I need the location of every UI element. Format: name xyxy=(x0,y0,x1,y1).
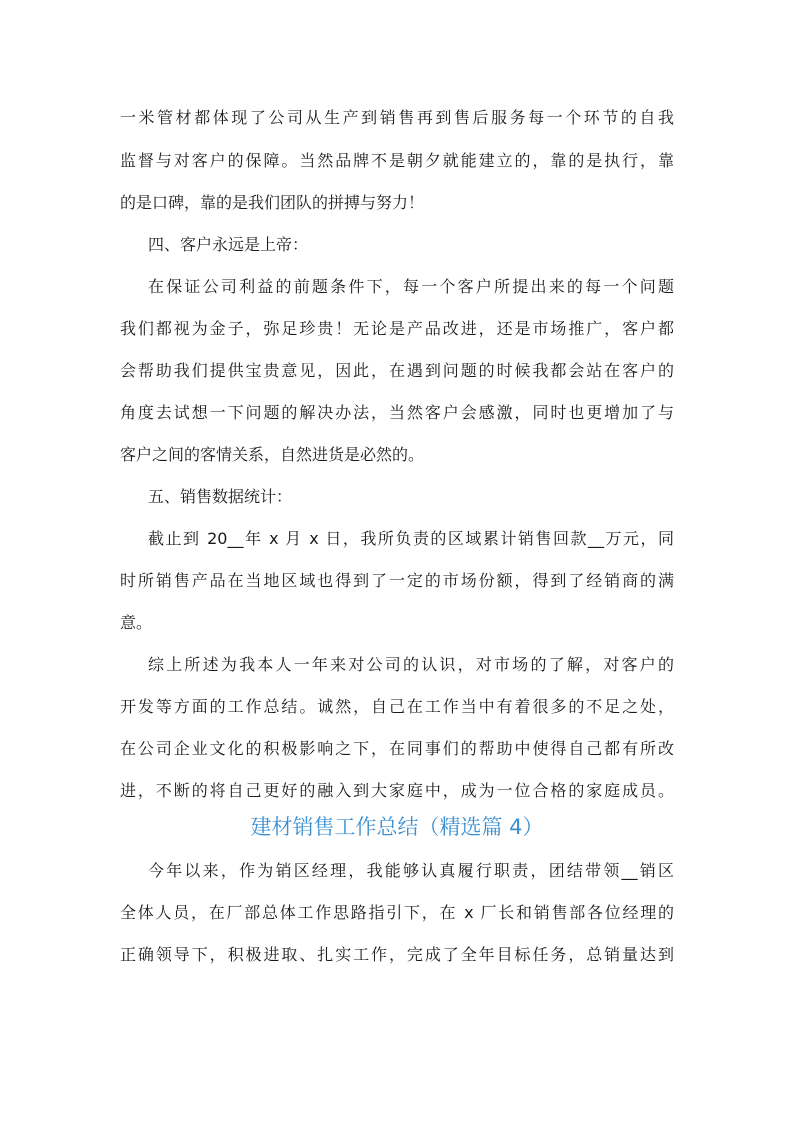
paragraph-line: 意。 xyxy=(120,613,153,632)
paragraph-line: 进，不断的将自己更好的融入到大家庭中，成为一位合格的家庭成员。 xyxy=(120,781,674,800)
paragraph-line: 截止到 20__年 x 月 x 日，我所负责的区域累计销售回款__万元，同 xyxy=(148,529,674,548)
section-heading: 四、客户永远是上帝： xyxy=(148,235,309,254)
section-heading: 五、销售数据统计： xyxy=(148,487,293,506)
paragraph-line: 我们都视为金子，弥足珍贵！无论是产品改进，还是市场推广，客户都 xyxy=(120,319,674,338)
paragraph-line: 监督与对客户的保障。当然品牌不是朝夕就能建立的，靠的是执行，靠 xyxy=(120,151,674,170)
paragraph-line: 全体人员，在厂部总体工作思路指引下，在 x 厂长和销售部各位经理的 xyxy=(120,903,674,922)
paragraph-line: 客户之间的客情关系，自然进货是必然的。 xyxy=(120,445,425,464)
paragraph-line: 会帮助我们提供宝贵意见，因此，在遇到问题的时候我都会站在客户的 xyxy=(120,361,674,380)
paragraph-line: 时所销售产品在当地区域也得到了一定的市场份额，得到了经销商的满 xyxy=(120,571,674,590)
paragraph-line: 正确领导下，积极进取、扎实工作，完成了全年目标任务，总销量达到 xyxy=(120,945,674,964)
article-title: 建材销售工作总结（精选篇 4） xyxy=(250,815,544,839)
paragraph-line: 角度去试想一下问题的解决办法，当然客户会感激，同时也更增加了与 xyxy=(120,403,674,422)
paragraph-line: 在保证公司利益的前题条件下，每一个客户所提出来的每一个问题 xyxy=(148,277,674,296)
paragraph-line: 今年以来，作为销区经理，我能够认真履行职责，团结带领__销区 xyxy=(148,861,674,880)
paragraph-line: 的是口碑，靠的是我们团队的拼搏与努力！ xyxy=(120,193,425,212)
paragraph-line: 综上所述为我本人一年来对公司的认识，对市场的了解，对客户的 xyxy=(148,655,674,674)
paragraph-line: 一米管材都体现了公司从生产到销售再到售后服务每一个环节的自我 xyxy=(120,108,674,127)
paragraph-line: 在公司企业文化的积极影响之下，在同事们的帮助中使得自己都有所改 xyxy=(120,739,674,758)
paragraph-line: 开发等方面的工作总结。诚然，自己在工作当中有着很多的不足之处， xyxy=(120,697,674,716)
